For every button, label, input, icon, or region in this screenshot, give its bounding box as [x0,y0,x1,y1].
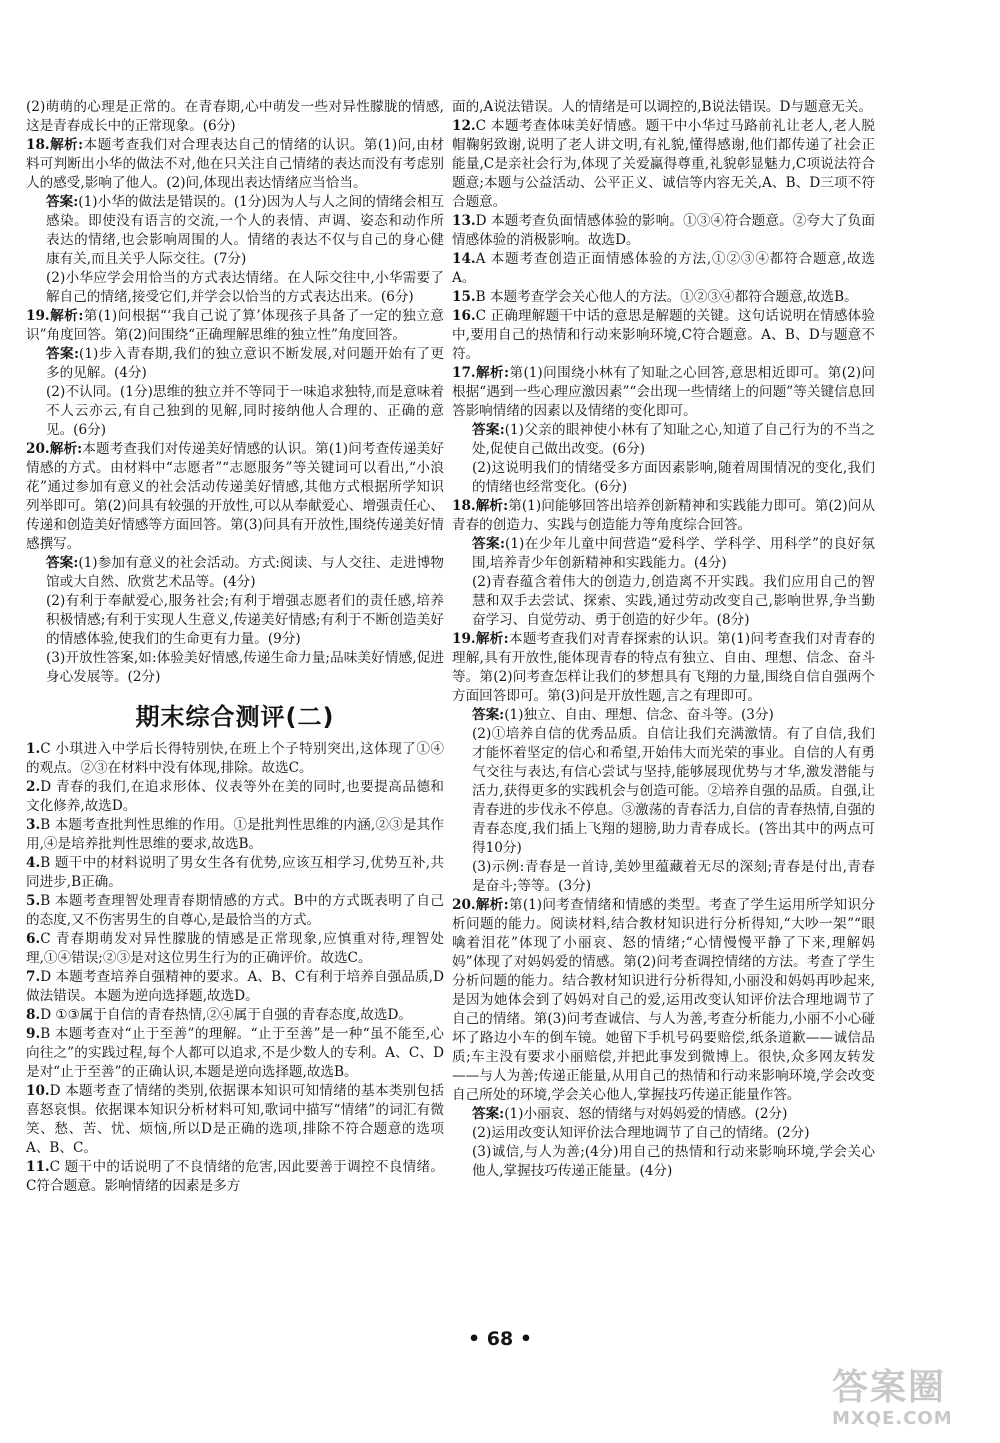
line-text: D 青春的我们,在追求形体、仪表等外在美的同时,也要提高品德和文化修养,故选D。 [26,779,444,814]
line-text: 答案:(1)独立、自由、理想、信念、奋斗等。(3分) [472,707,774,723]
keyword-label: 答案: [46,194,79,210]
answer-continuation [26,592,444,649]
item-number: 7. [26,969,41,985]
item-number: 2. [26,779,41,795]
answer-text [26,816,444,854]
answer-continuation [452,1105,875,1124]
line-text: B 本题考查批判性思维的作用。①是批判性思维的内涵,②③是其作用,④是培养批判性思维的要求,故选B。 [26,817,444,852]
answer-continuation [26,649,444,687]
line-text: D ①③属于自信的青春热情,②④属于自强的青春态度,故选D。 [40,1007,412,1023]
keyword-label: 解析: [49,441,83,457]
line-text: C 正确理解题干中话的意思是解题的关键。这句话说明在情感体验中,要用自己的热情和行动来影响环境,C符合题意。A、B、D与题意不符。 [452,308,875,362]
line-text: (2)小华应学会用恰当的方式表达情绪。在人际交往中,小华需要了解自己的情绪,接受它们,并学会以恰当的方式表达出来。(6分) [46,270,444,305]
line-text: C 青春期萌发对异性朦胧的情感是正常现象,应慎重对待,理智处理,①④错误;②③是对这位男生行为的正确评价。故选C。 [26,931,444,966]
keyword-label: 解析: [49,308,84,324]
answer-item [26,778,444,816]
line-text: (2)①培养自信的优秀品质。自信让我们充满激情。有了自信,我们才能怀着坚定的信心和希望,开始伟大而光荣的事业。自信的人有勇气交往与表达,有信心尝试与坚持,能够展现优势与才华,激发潜能与活力,获得更多的实践机会与创造可能。②培养自强的品质。自强,让青春进的步伐永不停息。③激荡的青春活力,自信的青春热情,自强的青春态度,我们插上飞翔的翅膀,助力青春成长。(答出其中的两点可得10分) [472,726,875,856]
line-text: 解析:第(1)问能够回答出培养创新精神和实践能力即可。第(2)问从青春的创造力、实践与创造能力等角度综合回答。 [452,498,875,533]
item-number: 3. [26,817,41,833]
answer-item [452,98,875,117]
answer-item [26,1158,444,1196]
line-text: B 题干中的材料说明了男女生各有优势,应该互相学习,优势互补,共同进步,B正确。 [26,855,444,890]
answer-continuation [452,1143,875,1181]
item-number: 20. [26,441,50,457]
answer-text [26,854,444,892]
answer-continuation [26,269,444,307]
line-text: B 本题考查对“止于至善”的理解。“止于至善”是一种“虽不能至,心向往之”的实践过程,每个人都可以追求,不是少数人的专利。A、C、D是对“止于至善”的正确认识,本题是逆向选择题,故选B。 [26,1026,444,1080]
answer-item [26,1006,444,1025]
answer-text [452,364,875,421]
answer-text [26,1082,444,1158]
line-text: B 本题考查理智处理青春期情感的方式。B中的方式既表明了自己的态度,又不伤害男生的自尊心,是最恰当的方式。 [26,893,444,928]
answer-text [452,98,875,117]
item-number: 18. [26,137,50,153]
line-text: D 本题考查培养自强精神的要求。A、B、C有利于培养自强品质,D做法错误。本题为逆向选择题,故选D。 [26,969,444,1004]
answer-continuation [452,706,875,725]
answer-item [26,968,444,1006]
line-text: (2)运用改变认知评价法合理地调节了自己的情绪。(2分) [472,1125,810,1141]
answer-item [452,497,875,630]
item-number: 8. [26,1007,41,1023]
answer-item [452,630,875,896]
line-text: A 本题考查创造正面情感体验的方法,①②③④都符合题意,故选A。 [452,251,875,286]
answer-text [26,307,444,345]
line-text: (3)开放性答案,如:体验美好情感,传递生命力量;品味美好情感,促进身心发展等。(2分) [46,650,444,685]
keyword-label: 答案: [472,1106,505,1122]
right-answer-list [452,98,875,1181]
answer-item [26,892,444,930]
answer-item [26,98,444,136]
item-number: 13. [452,213,476,229]
line-text: D 本题考查了情绪的类别,依据课本知识可知情绪的基本类别包括喜怒哀惧。依据课本知识分析材料可知,歌词中描写“情绪”的词汇有微笑、愁、苦、忧、烦恼,所以D是正确的选项,排除不符合题意的选项A、B、C。 [26,1083,444,1156]
line-text: C 本题考查体味美好情感。题干中小华过马路前礼让老人,老人脱帽鞠躬致谢,说明了老人讲文明,有礼貌,懂得感谢,他们都传递了社会正能量,C是亲社会行为,体现了关爱赢得尊重,礼貌彰显魅力,C项说法符合题意;本题与公益活动、公平正义、诚信等内容无关,A、B、D三项不符合题意。 [452,118,875,210]
keyword-label: 答案: [472,422,505,438]
answer-text [452,212,875,250]
answer-text [452,630,875,706]
keyword-label: 答案: [472,536,506,552]
line-text: 面的,A说法错误。人的情绪是可以调控的,B说法错误。D与题意无关。 [452,99,872,115]
answer-text [452,117,875,212]
answer-item [26,740,444,778]
answer-text [26,1006,444,1025]
item-number: 10. [26,1083,50,1099]
answer-item [26,1082,444,1158]
answer-continuation [452,421,875,459]
answer-text [452,307,875,364]
line-text: 答案:(1)小华的做法是错误的。(1分)因为人与人之间的情绪会相互感染。即使没有语言的交流,一个人的表情、声调、姿态和动作所表达的情绪,也会影响周围的人。情绪的表达不仅与自己的身心健康有关,而且关乎人际交往。(7分) [46,194,444,267]
item-number: 6. [26,931,41,947]
line-text: 答案:(1)在少年儿童中间营造“爱科学、学科学、用科学”的良好氛围,培养青少年创新精神和实践能力。(4分) [472,536,875,571]
item-number: 1. [26,741,41,757]
item-number: 9. [26,1026,41,1042]
answer-text [26,778,444,816]
item-number: 16. [452,308,476,324]
answer-text [26,930,444,968]
keyword-label: 答案: [46,555,79,571]
answer-text [26,440,444,554]
answer-item [452,212,875,250]
answer-item [452,307,875,364]
line-text: (3)诚信,与人为善;(4分)用自己的热情和行动来影响环境,学会关心他人,掌握技巧传递正能量。(4分) [472,1144,875,1179]
line-text: 解析:本题考查我们对青春探索的认识。第(1)问考查我们对青春的理解,具有开放性,能体现青春的特点有独立、自由、理想、信念、奋斗等。第(2)问考查怎样让我们的梦想具有飞翔的力量,围绕自信自强两个方面回答即可。第(3)问是开放性题,言之有理即可。 [452,631,875,704]
answer-item [452,288,875,307]
section-heading: 期末综合测评(二) [135,703,335,731]
line-text: 答案:(1)步入青春期,我们的独立意识不断发展,对问题开始有了更多的见解。(4分) [46,346,444,381]
answer-text [26,968,444,1006]
answer-text [452,497,875,535]
answer-item [452,117,875,212]
line-text: (2)青春蕴含着伟大的创造力,创造离不开实践。我们应用自己的智慧和双手去尝试、探索、实践,通过劳动改变自己,影响世界,争当勤奋学习、自觉劳动、勇于创造的好少年。(8分) [472,574,875,628]
line-text: 解析:第(1)问围绕小林有了知耻之心回答,意思相近即可。第(2)问根据“遇到一些心理应激因素”“会出现一些情绪上的问题”等关键信息回答影响情绪的因素以及情绪的变化即可。 [452,365,875,419]
answer-continuation [452,535,875,573]
left-column [26,98,444,1196]
keyword-label: 答案: [46,346,80,362]
keyword-label: 解析: [475,897,509,913]
answer-item [26,1025,444,1082]
answer-item [26,854,444,892]
answer-text [26,136,444,193]
answer-item [452,250,875,288]
item-number: 15. [452,289,476,305]
keyword-label: 解析: [475,631,509,647]
answer-text [26,1158,444,1196]
answer-continuation [26,345,444,383]
line-text: 答案:(1)小丽哀、怒的情绪与对妈妈爱的情感。(2分) [472,1106,788,1122]
line-text: (3)示例:青春是一首诗,美妙里蕴藏着无尽的深刻;青春是付出,青春是奋斗;等等。(3分) [472,859,875,894]
watermark [832,1368,992,1438]
line-text: (2)这说明我们的情绪受多方面因素影响,随着周围情况的变化,我们的情绪也经常变化。(6分) [472,460,875,495]
line-text: (2)萌萌的心理是正常的。在青春期,心中萌发一些对异性朦胧的情感,这是青春成长中的正常现象。(6分) [26,99,444,134]
keyword-label: 解析: [49,137,84,153]
answer-continuation [452,725,875,858]
answer-item [26,440,444,687]
line-text: 答案:(1)父亲的眼神使小林有了知耻之心,知道了自己行为的不当之处,促使自己做出改变。(6分) [472,422,875,457]
page-number: • 68 • [468,1328,532,1350]
answer-item [452,896,875,1181]
answer-text [26,1025,444,1082]
answer-text [26,98,444,136]
line-text: C 小琪进入中学后长得特别快,在班上个子特别突出,这体现了①④的观点。②③在材料中没有体现,排除。故选C。 [26,741,444,776]
left-answer-list-2 [26,740,444,1196]
line-text: (2)不认同。(1分)思维的独立并不等同于一味追求独特,而是意味着不人云亦云,有自己独到的见解,同时接纳他人合理的、正确的意见。(6分) [46,384,444,438]
answer-continuation [452,459,875,497]
answer-text [452,288,875,307]
left-answer-list [26,98,444,687]
answer-continuation [452,573,875,630]
line-text: B 本题考查学会关心他人的方法。①②③④都符合题意,故选B。 [475,289,858,305]
item-number: 4. [26,855,41,871]
line-text: (2)有利于奉献爱心,服务社会;有利于增强志愿者们的责任感,培养积极情感;有利于实现人生意义,传递美好情感;有利于不断创造美好的情感体验,使我们的生命更有力量。(9分) [46,593,444,647]
line-text: 解析:本题考查我们对合理表达自己的情绪的认识。第(1)问,由材料可判断出小华的做法不对,他在只关注自己情绪的表达而没有考虑别人的感受,影响了他人。(2)问,体现出表达情绪应当恰当。 [26,137,444,191]
answer-text [26,892,444,930]
keyword-label: 答案: [472,707,505,723]
item-number: 5. [26,893,41,909]
item-number: 11. [26,1159,50,1175]
item-number: 19. [26,308,50,324]
keyword-label: 解析: [475,498,509,514]
line-text: 解析:第(1)问根据“‘我自己说了算’体现孩子具备了一定的独立意识”角度回答。第(2)问围绕“正确理解思维的独立性”角度回答。 [26,308,444,343]
answer-item [452,364,875,497]
line-text: 解析:本题考查我们对传递美好情感的认识。第(1)问考查传递美好情感的方式。由材料中“志愿者”“志愿服务”等关键词可以看出,“小浪花”通过参加有意义的社会活动传递美好情感,其他方式根据所学知识列举即可。第(2)问具有较强的开放性,可以从奉献爱心、增强责任心、传递和创造美好情感等方面回答。第(3)问具有开放性,围绕传递美好情感撰写。 [26,441,444,552]
item-number: 19. [452,631,476,647]
item-number: 12. [452,118,476,134]
watermark-logo: 答案圈 [832,1367,947,1408]
answer-item [26,816,444,854]
answer-continuation [26,554,444,592]
answer-continuation [26,193,444,269]
answer-text [26,740,444,778]
answer-item [26,307,444,440]
answer-continuation [452,1124,875,1143]
right-column [452,98,875,1181]
answer-text [452,250,875,288]
answer-item [26,930,444,968]
line-text: D 本题考查负面情感体验的影响。①③④符合题意。②夸大了负面情感体验的消极影响。故选D。 [452,213,875,248]
line-text: 答案:(1)参加有意义的社会活动。方式:阅读、与人交往、走进博物馆或大自然、欣赏艺术品等。(4分) [46,555,444,590]
item-number: 20. [452,897,476,913]
answer-continuation [26,383,444,440]
line-text: C 题干中的话说明了不良情绪的危害,因此要善于调控不良情绪。C符合题意。影响情绪的因素是多方 [26,1159,444,1194]
line-text: 解析:第(1)问考查情绪和情感的类型。考查了学生运用所学知识分析问题的能力。阅读材料,结合教材知识进行分析得知,“大吵一架”“眼噙着泪花”体现了小丽哀、怒的情绪;“心情慢慢平静了下来,理解妈妈”体现了对妈妈爱的情感。第(2)问考查调控情绪的方法。考查了学生分析问题的能力。结合教材知识进行分析得知,小丽没和妈妈再吵起来,是因为她体会到了妈妈对自己的爱,运用改变认知评价法合理地调节了自己的情绪。第(3)问考查诚信、与人为善,考查分析能力,小丽不小心碰坏了路边小车的倒车镜。她留下手机号码要赔偿,纸条道歉——诚信品质;车主没有要求小丽赔偿,并把此事发到微博上。很快,众多网友转发——与人为善;传递正能量,从用自己的热情和行动来影响环境,学会改变自己所处的环境,学会关心他人,掌握技巧传递正能量作答。 [452,897,875,1103]
answer-item [26,136,444,307]
item-number: 17. [452,365,476,381]
keyword-label: 解析: [475,365,510,381]
watermark-url: MXQE.COM [832,1408,953,1429]
item-number: 18. [452,498,476,514]
answer-text [452,896,875,1105]
answer-continuation [452,858,875,896]
item-number: 14. [452,251,476,267]
